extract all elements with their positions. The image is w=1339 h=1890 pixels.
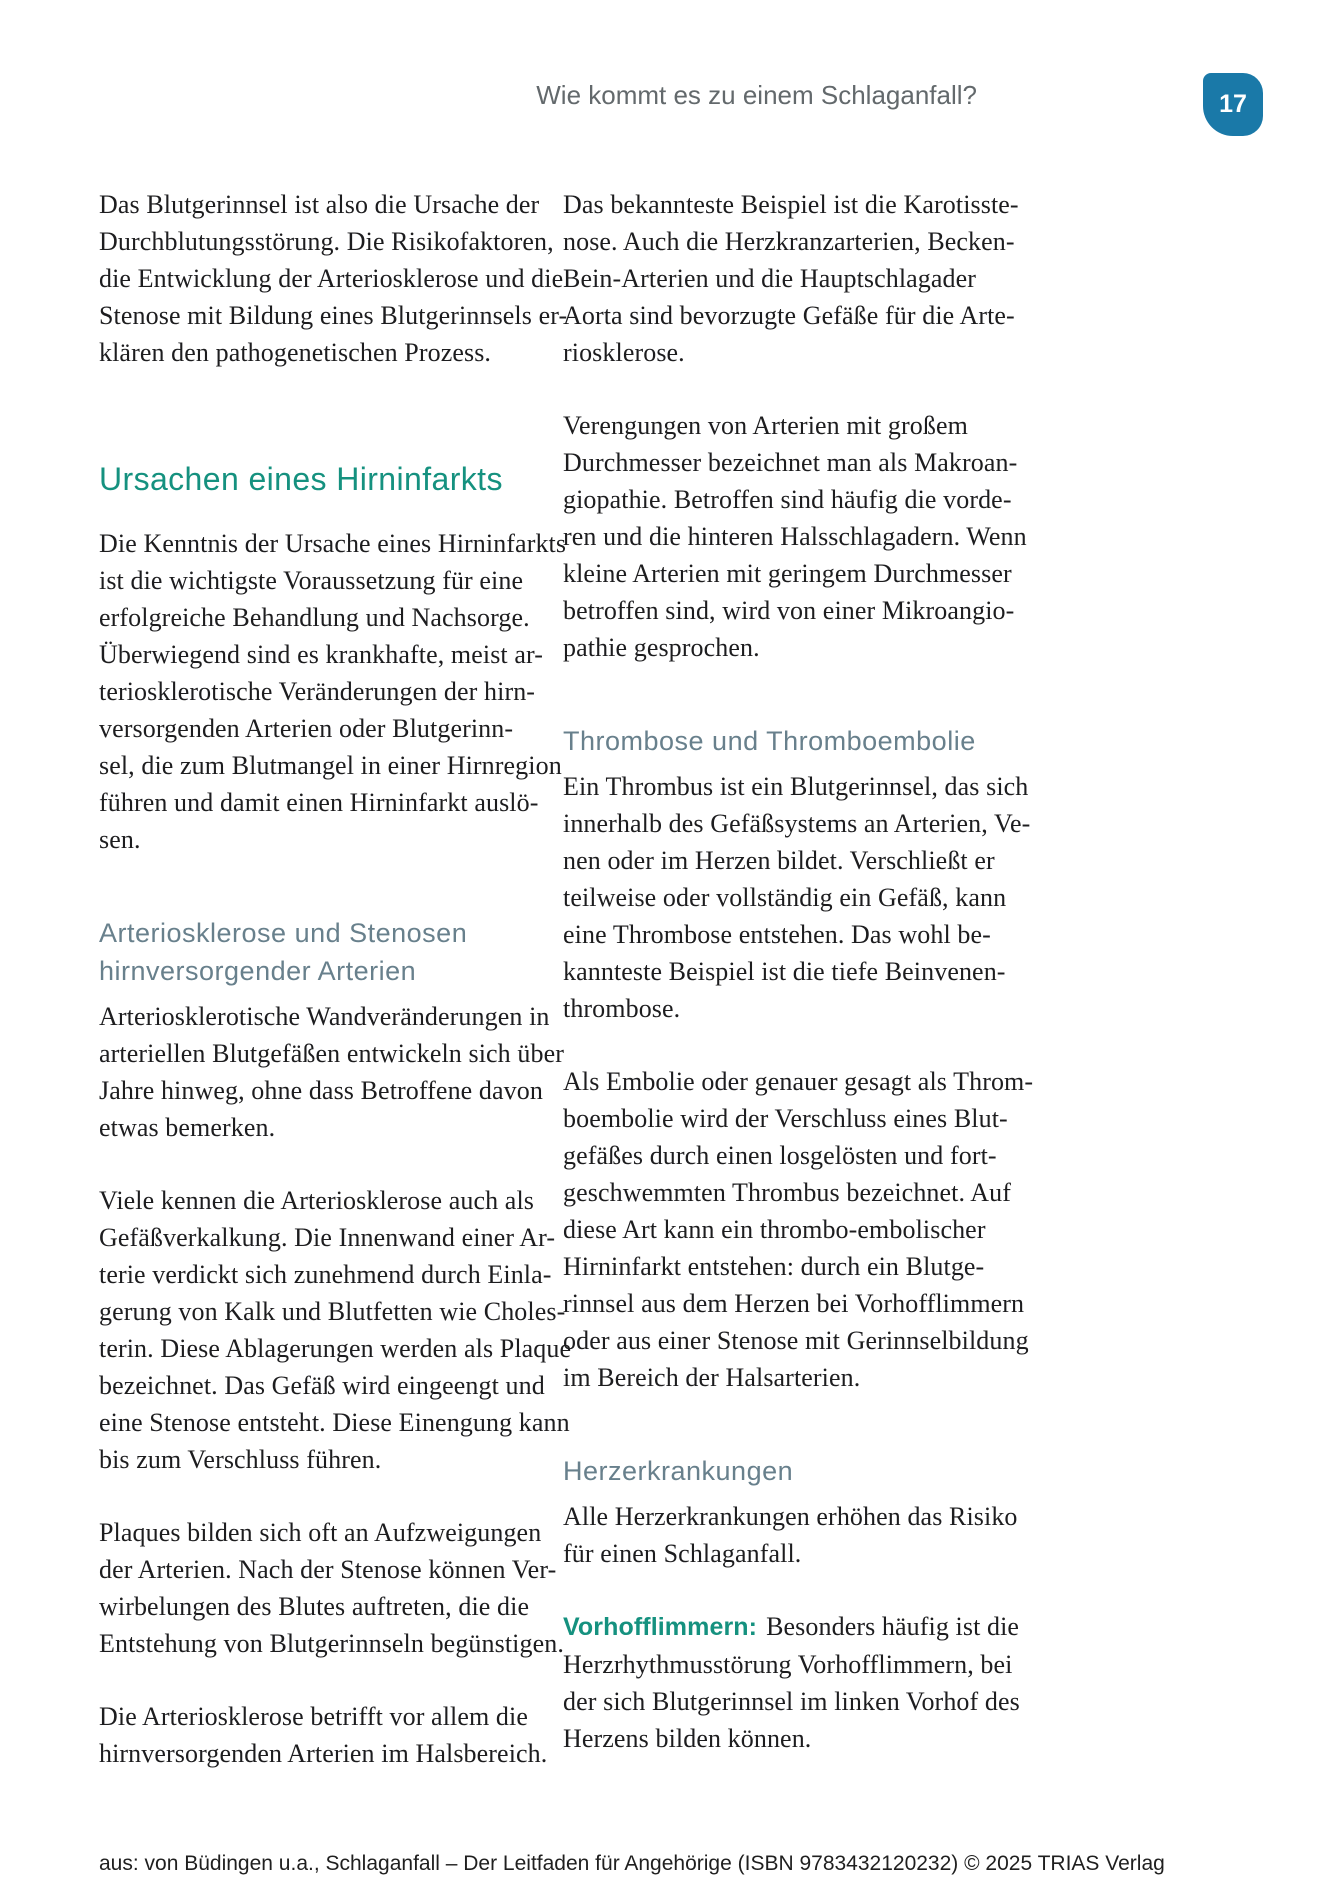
body-paragraph [563,1498,1018,1572]
text-line: teriosklerotische Veränderungen der hirn- [99,677,536,706]
section-heading [99,457,523,501]
text-line: bis zum Verschluss führen. [99,1445,382,1474]
text-line: Das Blutgerinnsel ist also die Ursache der [99,190,540,219]
text-line: pathie gesprochen. [563,633,760,662]
text-line: Alle Herzerkrankungen erhöhen das Risiko [563,1502,1018,1531]
text-line: gerung von Kalk und Blutfetten wie Choles- [99,1297,566,1326]
body-paragraph [99,1698,548,1772]
text-line: nen oder im Herzen bildet. Verschließt er [563,846,995,875]
text-line: terie verdickt sich zunehmend durch Einla- [99,1260,552,1289]
text-line: innerhalb des Gefäßsystems an Arterien, Ve- [563,809,1031,838]
left-column [99,186,572,1772]
text-line: Arteriosklerotische Wandveränderungen in [99,1002,550,1031]
text-line: Überwiegend sind es krankhafte, meist ar- [99,640,543,669]
text-line: sen. [99,825,141,854]
text-columns [99,186,1034,1772]
running-header-title: Wie kommt es zu einem Schlaganfall? [536,80,977,110]
text-line: Durchblutungsstörung. Die Risikofaktoren, [99,227,554,256]
body-paragraph [563,186,1019,371]
text-line: eine Stenose entsteht. Diese Einengung kann [99,1408,570,1437]
text-line: nose. Auch die Herzkranzarterien, Becken- [563,227,1015,256]
body-paragraph [99,1514,564,1662]
text-line: ist die wichtigste Voraussetzung für eine [99,566,524,595]
text-line: sel, die zum Blutmangel in einer Hirnregion [99,751,562,780]
text-line: hirnversorgender Arterien [99,956,417,986]
text-line: wirbelungen des Blutes auftreten, die die [99,1592,530,1621]
text-line: arteriellen Blutgefäßen entwickeln sich über [99,1039,564,1068]
body-paragraph [563,407,1027,666]
text-line: Gefäßverkalkung. Die Innenwand einer Ar- [99,1223,556,1252]
body-paragraph [99,186,568,371]
paragraph-lead-label: Vorhofflimmern: [563,1613,758,1641]
text-line: erfolgreiche Behandlung und Nachsorge. [99,603,530,632]
text-line: oder aus einer Stenose mit Gerinnselbildung [563,1326,1029,1355]
text-line: eine Thrombose entstehen. Das wohl be- [563,920,991,949]
text-line: gefäßes durch einen losgelösten und fort- [563,1141,997,1170]
subsection-heading [99,914,523,990]
text-line: Die Kenntnis der Ursache eines Hirninfarkts [99,529,567,558]
subsection-heading [563,1452,993,1490]
copyright-footer [99,1851,1165,1877]
body-paragraph [563,1063,1034,1396]
text-line: Aorta sind bevorzugte Gefäße für die Arte- [563,301,1015,330]
text-line: Herzerkrankungen [563,1456,794,1486]
text-line: Entstehung von Blutgerinnseln begünstigen. [99,1629,564,1658]
text-line: betroffen sind, wird von einer Mikroangio- [563,596,1015,625]
text-line: thrombose. [563,994,681,1023]
text-line: Hirninfarkt entstehen: durch ein Blutge- [563,1252,985,1281]
text-line: Jahre hinweg, ohne dass Betroffene davon [99,1076,543,1105]
body-paragraph [99,525,567,858]
body-paragraph [99,998,564,1146]
text-line: Ursachen eines Hirninfarkts [99,461,503,497]
text-line: bezeichnet. Das Gefäß wird eingeengt und [99,1371,545,1400]
text-line: der Arterien. Nach der Stenose können Ver- [99,1555,557,1584]
text-line: die Entwicklung der Arteriosklerose und die [99,264,564,293]
text-line: Arteriosklerose und Stenosen [99,918,468,948]
text-line: giopathie. Betroffen sind häufig die vorde- [563,485,1012,514]
text-line: führen und damit einen Hirninfarkt auslö- [99,788,539,817]
text-line: Thrombose und Thromboembolie [563,726,976,756]
text-line: Als Embolie oder genauer gesagt als Throm- [563,1067,1034,1096]
page-number-badge [1203,73,1263,136]
copyright-text: aus: von Büdingen u.a., Schlaganfall – Der Leitfaden für Angehörige (ISBN 9783432120232) © 2025 TRIAS Verlag [99,1852,1165,1875]
text-line: für einen Schlaganfall. [563,1539,802,1568]
text-line: etwas bemerken. [99,1113,276,1142]
text-line: terin. Diese Ablagerungen werden als Plaque [99,1334,572,1363]
right-column [563,186,1034,1772]
body-paragraph [99,1182,572,1478]
text-line: Bein-Arterien und die Hauptschlagader [563,264,977,293]
page-number: 17 [1219,90,1247,118]
text-line: hirnversorgenden Arterien im Halsbereich. [99,1739,548,1768]
text-line: riosklerose. [563,338,685,367]
body-paragraph [563,768,1031,1027]
text-line: kleine Arterien mit geringem Durchmesser [563,559,1012,588]
text-line: Ein Thrombus ist ein Blutgerinnsel, das sich [563,772,1029,801]
text-line: klären den pathogenetischen Prozess. [99,338,492,367]
text-line: boembolie wird der Verschluss eines Blut- [563,1104,1008,1133]
text-line: kannteste Beispiel ist die tiefe Beinvenen- [563,957,1006,986]
text-line: geschwemmten Thrombus bezeichnet. Auf [563,1178,1011,1207]
text-line: Durchmesser bezeichnet man als Makroan- [563,448,1018,477]
text-line: Das bekannteste Beispiel ist die Karotisste- [563,190,1019,219]
text-line: im Bereich der Halsarterien. [563,1363,861,1392]
text-line: diese Art kann ein thrombo-embolischer [563,1215,986,1244]
text-line: Plaques bilden sich oft an Aufzweigungen [99,1518,542,1547]
text-line: Verengungen von Arterien mit großem [563,411,968,440]
text-line: der sich Blutgerinnsel im linken Vorhof des [563,1687,1020,1716]
text-line: Herzrhythmusstörung Vorhofflimmern, bei [563,1650,1013,1679]
text-line: Herzens bilden können. [563,1724,812,1753]
subsection-heading [563,722,993,760]
body-paragraph [563,1608,1020,1757]
text-line: ren und die hinteren Halsschlagadern. Wenn [563,522,1027,551]
text-line: Die Arteriosklerose betrifft vor allem die [99,1702,528,1731]
text-line: Viele kennen die Arteriosklerose auch als [99,1186,534,1215]
text-line: teilweise oder vollständig ein Gefäß, kann [563,883,1007,912]
text-line: versorgenden Arterien oder Blutgerinn- [99,714,514,743]
text-line: Vorhofflimmern: Besonders häufig ist die [563,1612,1020,1641]
text-line: rinnsel aus dem Herzen bei Vorhofflimmern [563,1289,1025,1318]
text-line: Stenose mit Bildung eines Blutgerinnsels er- [99,301,568,330]
